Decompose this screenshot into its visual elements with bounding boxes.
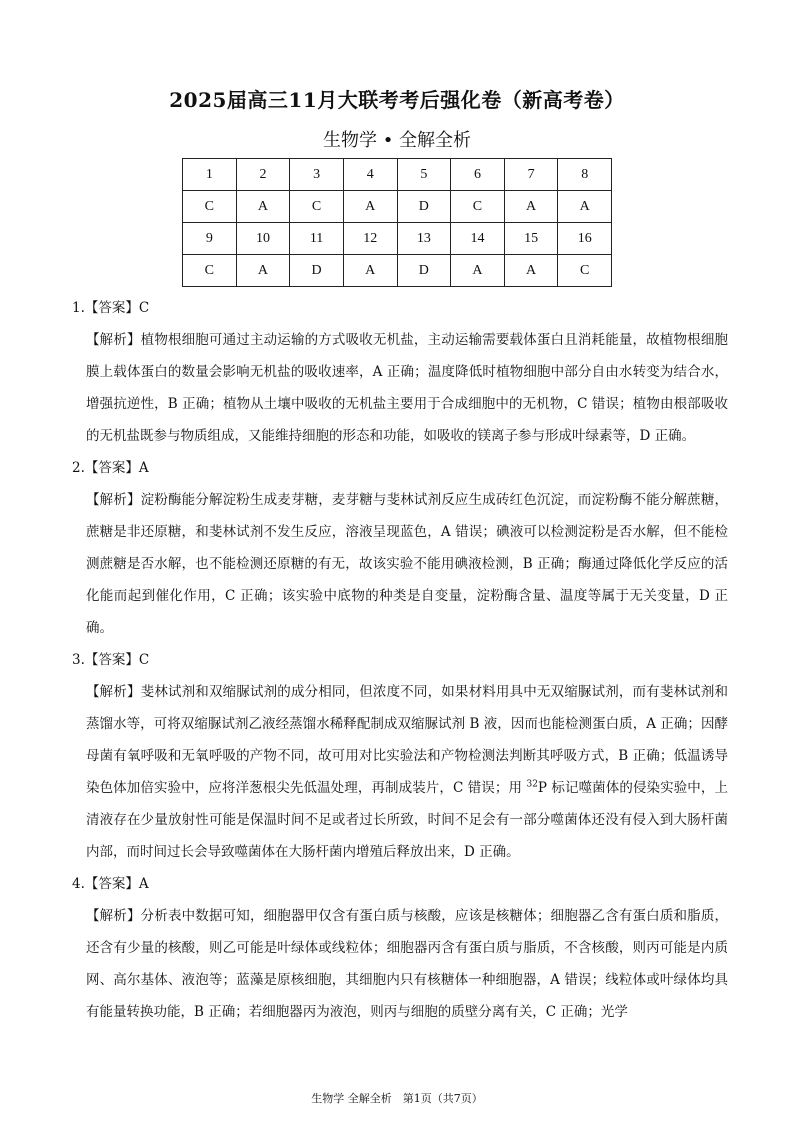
answer-letter-cell: C — [558, 255, 612, 287]
explanation-text-part1: 【解析】斐林试剂和双缩脲试剂的成分相同，但浓度不同，如果材料用具中无双缩脲试剂，而有斐林试剂和蒸馏水等，可将双缩脲试剂乙液经蒸馏水稀释配制成双缩脲试剂 B 液，因而也能检测蛋白质，A 正确；因酵母菌有氧呼吸和无氧呼吸的产物不同，故可用对比实验法和产物检测法判断其呼吸方式，B 正确；低温诱导染色体加倍实验中，应将洋葱根尖先低温处理，再制成装片，C 错误；用 — [86, 684, 728, 796]
answer-letter-cell: A — [343, 255, 397, 287]
answer-letter-cell: A — [451, 255, 505, 287]
question-explanation: 【解析】植物根细胞可通过主动运输的方式吸收无机盐，主动运输需要载体蛋白且消耗能量，故植物根细胞膜上载体蛋白的数量会影响无机盐的吸收速率，A 正确；温度降低时植物细胞中部分自由水转变为结合水，增强抗逆性，B 正确；植物从土壤中吸收的无机盐主要用于合成细胞中的无机物，C 错误；植物由根部吸收的无机盐既参与物质组成，又能维持细胞的形态和功能，如吸收的镁离子参与形成叶绿素等，D 正确。 — [86, 332, 728, 444]
isotope-superscript: 32 — [526, 779, 538, 790]
question-answer-heading: 1.【答案】C — [72, 300, 150, 316]
question-number-cell: 13 — [397, 223, 451, 255]
answer-letter-cell: A — [236, 255, 290, 287]
question-1 — [68, 292, 728, 452]
question-explanation — [68, 676, 728, 868]
question-answer-heading: 3.【答案】C — [72, 652, 150, 668]
question-number-cell: 2 — [236, 159, 290, 191]
answer-table-row — [183, 159, 612, 191]
question-number-cell: 5 — [397, 159, 451, 191]
answer-letter-cell: A — [504, 191, 558, 223]
page-footer: 生物学 全解全析 第1页（共7页） — [311, 1092, 483, 1105]
question-answer-heading: 4.【答案】A — [72, 876, 149, 892]
answer-letter-cell: A — [343, 191, 397, 223]
answer-table-row — [183, 191, 612, 223]
question-number-cell: 11 — [290, 223, 344, 255]
question-number-cell: 4 — [343, 159, 397, 191]
answer-letter-cell: D — [290, 255, 344, 287]
question-number-cell: 12 — [343, 223, 397, 255]
document-title: 2025届高三11月大联考考后强化卷（新高考卷） — [169, 88, 625, 112]
question-number-cell: 3 — [290, 159, 344, 191]
answer-letter-cell: A — [558, 191, 612, 223]
question-number-cell: 10 — [236, 223, 290, 255]
question-number-cell: 7 — [504, 159, 558, 191]
answer-letter-cell: A — [504, 255, 558, 287]
answer-letter-cell: C — [290, 191, 344, 223]
explanation-text-part2: P 标记噬菌体的侵染实验中，上清液存在少量放射性可能是保温时间不足或者过长所致，时间不足会有一部分噬菌体还没有侵入到大肠杆菌内部，而时间过长会导致噬菌体在大肠杆菌内增殖后释放出来，D 正确。 — [86, 780, 728, 860]
question-explanation: 【解析】分析表中数据可知，细胞器甲仅含有蛋白质与核酸，应该是核糖体；细胞器乙含有蛋白质和脂质，还含有少量的核酸，则乙可能是叶绿体或线粒体；细胞器丙含有蛋白质与脂质，不含核酸，则丙可能是内质网、高尔基体、液泡等；蓝藻是原核细胞，其细胞内只有核糖体一种细胞器，A 错误；线粒体或叶绿体均具有能量转换功能，B 正确；若细胞器丙为液泡，则丙与细胞的质壁分离有关，C 正确；光学 — [86, 908, 728, 1020]
question-number-cell: 14 — [451, 223, 505, 255]
question-number-cell: 6 — [451, 159, 505, 191]
answer-table-row — [183, 255, 612, 287]
question-answer-heading: 2.【答案】A — [72, 460, 149, 476]
answer-letter-cell: A — [236, 191, 290, 223]
question-number-cell: 16 — [558, 223, 612, 255]
answer-table-row — [183, 223, 612, 255]
question-number-cell: 15 — [504, 223, 558, 255]
document-subtitle: 生物学 • 全解全析 — [322, 130, 472, 151]
question-2 — [68, 452, 728, 644]
answer-letter-cell: C — [451, 191, 505, 223]
question-number-cell: 9 — [183, 223, 237, 255]
solutions-content — [68, 292, 728, 1028]
answer-letter-cell: D — [397, 191, 451, 223]
question-explanation: 【解析】淀粉酶能分解淀粉生成麦芽糖，麦芽糖与斐林试剂反应生成砖红色沉淀，而淀粉酶不能分解蔗糖，蔗糖是非还原糖，和斐林试剂不发生反应，溶液呈现蓝色，A 错误；碘液可以检测淀粉是否水解，但不能检测蔗糖是否水解，也不能检测还原糖的有无，故该实验不能用碘液检测，B 正确；酶通过降低化学反应的活化能而起到催化作用，C 正确；该实验中底物的种类是自变量，淀粉酶含量、温度等属于无关变量，D 正确。 — [86, 492, 728, 636]
question-3 — [68, 644, 728, 868]
answer-table — [182, 158, 612, 287]
question-number-cell: 1 — [183, 159, 237, 191]
question-4 — [68, 868, 728, 1028]
answer-letter-cell: C — [183, 191, 237, 223]
answer-letter-cell: D — [397, 255, 451, 287]
answer-letter-cell: C — [183, 255, 237, 287]
question-number-cell: 8 — [558, 159, 612, 191]
